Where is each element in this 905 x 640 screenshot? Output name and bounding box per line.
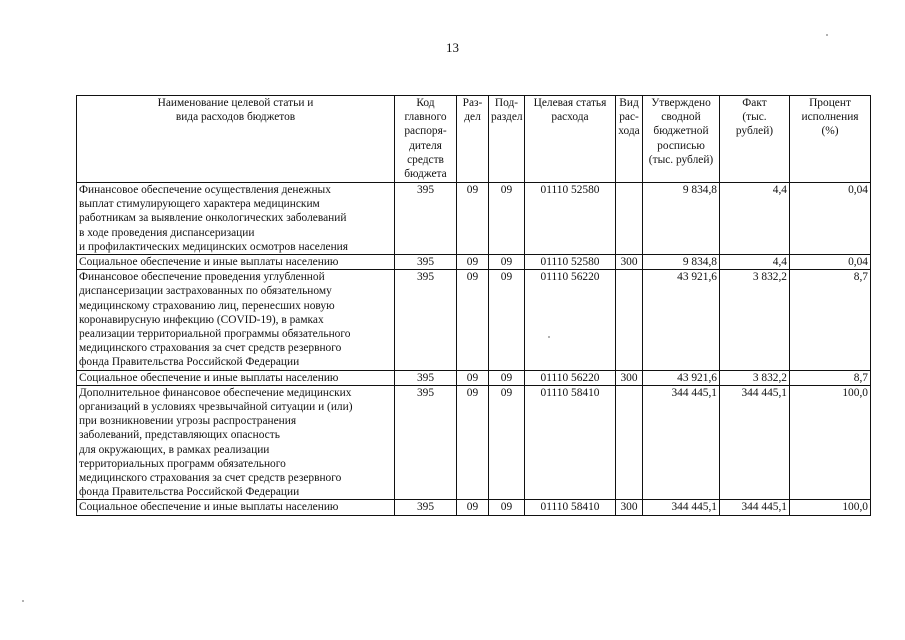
cell-name: Финансовое обеспечение осуществления денежных выплат стимулирующего характера медицинским работникам за выявление онкологических заболеваний в ходе проведения диспансеризации и профилактических медицинских осмотров населения [77, 183, 395, 255]
cell-target: 01110 52580 [525, 183, 616, 255]
cell-code: 395 [395, 385, 457, 500]
table-row [77, 255, 871, 270]
cell-percent: 0,04 [790, 183, 871, 255]
cell-code: 395 [395, 183, 457, 255]
cell-target: 01110 52580 [525, 255, 616, 270]
cell-section: 09 [457, 183, 489, 255]
table-row [77, 370, 871, 385]
cell-fact: 3 832,2 [720, 370, 790, 385]
header-code: Код главного распоря- дителя средств бюджета [395, 96, 457, 183]
header-target: Целевая статья расхода [525, 96, 616, 183]
cell-name: Финансовое обеспечение проведения углубленной диспансеризации застрахованных по обязательному медицинскому страхованию лиц, перенесших новую коронавирусную инфекцию (COVID-19), в рамках реализации территориальной программы обязательного медицинского страхования за счет средств резервного фонда Правительства Российской Федерации [77, 270, 395, 370]
cell-approved: 9 834,8 [643, 255, 720, 270]
cell-type: 300 [616, 370, 643, 385]
cell-approved: 43 921,6 [643, 370, 720, 385]
cell-target: 01110 56220 [525, 370, 616, 385]
cell-type: 300 [616, 500, 643, 515]
budget-execution-table [76, 95, 871, 516]
cell-subsection: 09 [489, 270, 525, 370]
cell-approved: 9 834,8 [643, 183, 720, 255]
header-fact: Факт (тыс. рублей) [720, 96, 790, 183]
scan-speck [22, 600, 24, 602]
cell-fact: 3 832,2 [720, 270, 790, 370]
cell-type: 300 [616, 255, 643, 270]
cell-type [616, 183, 643, 255]
cell-section: 09 [457, 370, 489, 385]
cell-percent: 0,04 [790, 255, 871, 270]
header-name: Наименование целевой статьи и вида расходов бюджетов [77, 96, 395, 183]
cell-code: 395 [395, 255, 457, 270]
cell-code: 395 [395, 270, 457, 370]
cell-code: 395 [395, 370, 457, 385]
cell-subsection: 09 [489, 370, 525, 385]
table-row [77, 270, 871, 370]
cell-subsection: 09 [489, 500, 525, 515]
cell-subsection: 09 [489, 183, 525, 255]
cell-name: Социальное обеспечение и иные выплаты населению [77, 255, 395, 270]
scan-speck [826, 34, 828, 36]
header-section: Раз- дел [457, 96, 489, 183]
cell-section: 09 [457, 255, 489, 270]
scan-speck [548, 336, 550, 338]
cell-section: 09 [457, 385, 489, 500]
table-row [77, 183, 871, 255]
cell-percent: 100,0 [790, 385, 871, 500]
cell-percent: 8,7 [790, 370, 871, 385]
cell-name: Социальное обеспечение и иные выплаты населению [77, 370, 395, 385]
cell-fact: 344 445,1 [720, 500, 790, 515]
header-subsection: Под- раздел [489, 96, 525, 183]
cell-fact: 4,4 [720, 255, 790, 270]
cell-subsection: 09 [489, 255, 525, 270]
cell-approved: 43 921,6 [643, 270, 720, 370]
cell-fact: 4,4 [720, 183, 790, 255]
cell-section: 09 [457, 270, 489, 370]
cell-fact: 344 445,1 [720, 385, 790, 500]
cell-approved: 344 445,1 [643, 500, 720, 515]
table-row [77, 500, 871, 515]
header-type: Вид рас- хода [616, 96, 643, 183]
page-number: 13 [446, 40, 459, 55]
cell-name: Дополнительное финансовое обеспечение медицинских организаций в условиях чрезвычайной ситуации и (или) при возникновении угрозы распространения заболеваний, представляющих опасность для окружающих, в рамках реализации территориальных программ обязательного медицинского страхования за счет средств резервного фонда Правительства Российской Федерации [77, 385, 395, 500]
cell-name: Социальное обеспечение и иные выплаты населению [77, 500, 395, 515]
cell-target: 01110 56220 [525, 270, 616, 370]
cell-code: 395 [395, 500, 457, 515]
header-percent: Процент исполнения (%) [790, 96, 871, 183]
cell-subsection: 09 [489, 385, 525, 500]
cell-target: 01110 58410 [525, 500, 616, 515]
cell-type [616, 385, 643, 500]
cell-target: 01110 58410 [525, 385, 616, 500]
table-header-row [77, 96, 871, 183]
table-row [77, 385, 871, 500]
cell-section: 09 [457, 500, 489, 515]
cell-type [616, 270, 643, 370]
cell-percent: 100,0 [790, 500, 871, 515]
cell-approved: 344 445,1 [643, 385, 720, 500]
header-approved: Утверждено сводной бюджетной росписью (тыс. рублей) [643, 96, 720, 183]
cell-percent: 8,7 [790, 270, 871, 370]
